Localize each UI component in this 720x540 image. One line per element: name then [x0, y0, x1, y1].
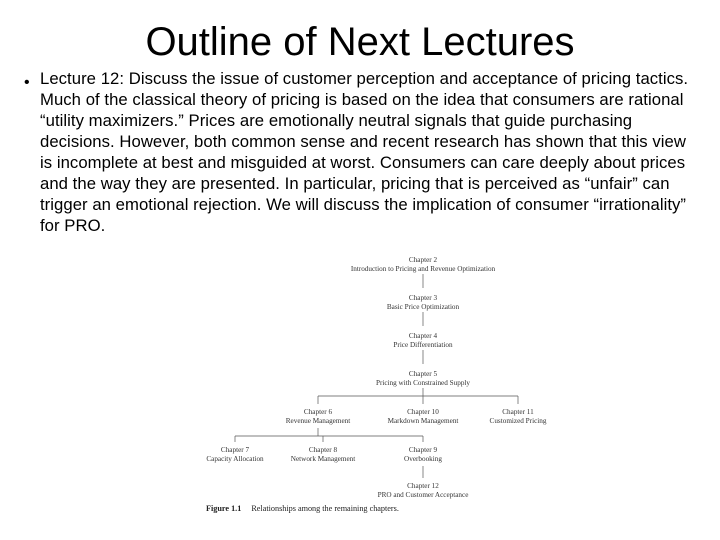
chapter-7-node — [206, 446, 263, 464]
chapter-4-title: Price Differentiation — [393, 341, 453, 349]
chapter-2-title: Introduction to Pricing and Revenue Optimization — [350, 265, 496, 273]
chapter-2-number: Chapter 2 — [408, 256, 438, 264]
figure-caption-text: Relationships among the remaining chapters. — [251, 504, 399, 513]
chapter-7-title: Capacity Allocation — [206, 455, 264, 463]
chapter-8-number: Chapter 8 — [308, 446, 338, 454]
chapter-6-node — [286, 408, 350, 426]
chapter-10-node — [388, 408, 459, 426]
chapter-4-node — [393, 332, 452, 350]
chapter-8-node — [291, 446, 355, 464]
chapter-9-title: Overbooking — [404, 455, 442, 463]
chapter-3-node — [387, 294, 459, 312]
chapter-12-node — [378, 482, 469, 500]
chapter-11-number: Chapter 11 — [502, 408, 534, 416]
chapter-8-title: Network Management — [290, 455, 356, 463]
chapter-5-number: Chapter 5 — [408, 370, 438, 378]
chapter-10-number: Chapter 10 — [407, 408, 439, 416]
chapter-5-title: Pricing with Constrained Supply — [375, 379, 471, 387]
chapter-6-title: Revenue Management — [285, 417, 351, 425]
figure-caption — [206, 504, 399, 513]
chapter-11-node — [490, 408, 547, 426]
chapter-6-number: Chapter 6 — [303, 408, 333, 416]
chapter-3-title: Basic Price Optimization — [386, 303, 460, 311]
chapter-12-number: Chapter 12 — [407, 482, 439, 490]
chapter-9-number: Chapter 9 — [408, 446, 438, 454]
chapter-relationship-figure — [198, 250, 558, 525]
chapter-9-node — [404, 446, 442, 464]
chapter-10-title: Markdown Management — [387, 417, 459, 425]
chapter-11-title: Customized Pricing — [489, 417, 547, 425]
chapter-12-title: PRO and Customer Acceptance — [377, 491, 469, 499]
chapter-2-node — [351, 256, 495, 274]
chapter-4-number: Chapter 4 — [408, 332, 438, 340]
bullet-marker: • — [24, 74, 30, 91]
chapter-7-number: Chapter 7 — [220, 446, 250, 454]
figure-caption-label: Figure 1.1 — [206, 504, 242, 513]
chapter-3-number: Chapter 3 — [408, 294, 438, 302]
chapter-5-node — [376, 370, 470, 388]
slide-title: Outline of Next Lectures — [145, 20, 575, 64]
lecture-12-description: Lecture 12: Discuss the issue of customer perception and acceptance of pricing tactics. Much of the classical theory of pricing is based on the idea that consumers are rational “utility maximizers.” Prices are emotionally neutral signals that guide purchasing decisions. However, both common sense and recent research has shown that this view is incomplete at best and misguided at worst. Consumers can care deeply about prices and the way they are presented. In particular, pricing that is perceived as “unfair” can trigger an emotional rejection. We will discuss the implication of consumer “irrationality” for PRO. — [40, 69, 689, 235]
